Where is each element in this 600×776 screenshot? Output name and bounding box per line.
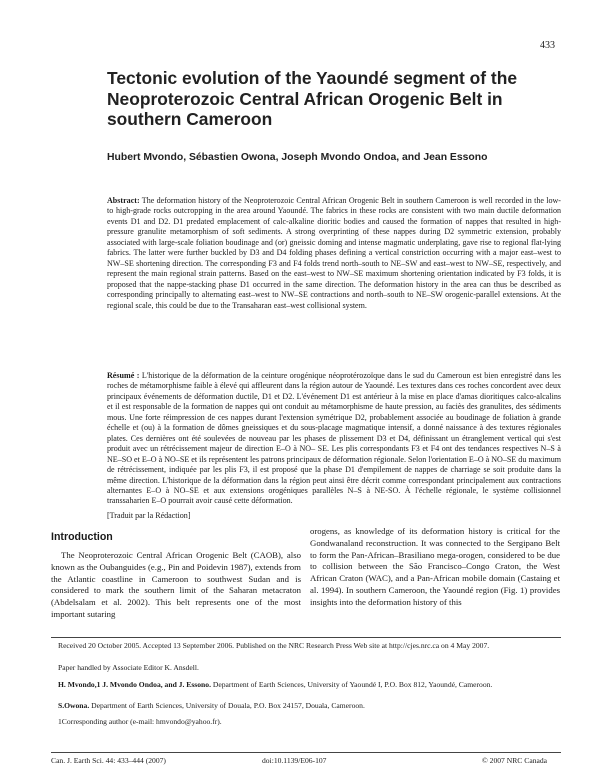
copyright: © 2007 NRC Canada — [482, 756, 548, 765]
doi: doi:10.1139/E06-107 — [262, 756, 327, 765]
translation-note: [Traduit par la Rédaction] — [107, 511, 191, 520]
article-title: Tectonic evolution of the Yaoundé segment of the Neoproterozoic Central African Orogenic Belt in southern Cameroon — [107, 68, 518, 130]
abstract-label: Abstract: — [107, 196, 140, 205]
resume — [107, 371, 561, 507]
resume-text: L'historique de la déformation de la ceinture orogénique néoprotérozoïque dans le sud du Cameroun est bien enregistré dans les roches de métamorphisme faible à élevé qui affleurent dans la région autour de Yaoundé. Les textures dans ces roches concordent avec deux principaux événements de déformation ductile, D1 et D2. L'événement D1 est antérieur à la mise en place d'amas dioritiques calco-alcalins et il est responsable de la formation de nappes qui ont conduit au métamorphisme de haute pression, au faciès des granulites, des sédiments mous. Une forte réimpression de ces nappes durant l'extension symétrique D2, probablement associée au boudinage de foliation à grande échelle et (ou) à la formation de dômes gneissiques et du sous-placage magmatique intensif, a donné naissance à des textures régionales plates. Ces dernières ont été soulevées de nouveau par les phases de plissement D3 et D4, définissant un étranglement vertical qui s'est produit avec un rétrécissement majeur de direction E–O à NO– SE. Les plis correspondants F3 et F4 ont des tendances respectives N–S à NE–SO et E–O à NO–SE et ils représentent les patrons principaux de déformation régionale. Selon l'orientation E–O à NO–SE du maximum de rétrécissement, indiquée par les plis F3, il est proposé que la phase D1 d'empilement de nappes de charriage se soit produite dans la même direction. L'historique de la déformation dans la région peut ainsi être décrit comme correspondant principalement aux contractions alternantes E–O à NO–SE et aux extensions orogéniques parallèles N–S à NE-SO. À l'échelle régionale, le système collisionnel transsaharien E–O pourrait avoir causé cette déformation. — [107, 371, 561, 506]
corresponding-author: 1Corresponding author (e-mail: hmvondo@yahoo.fr). — [58, 717, 222, 726]
intro-column-right: orogens, as knowledge of its deformation history is critical for the Gondwanaland reconstruction. It was connected to the Sergipano Belt to form the Pan-African–Brasiliano mega-orogen, considered to be due to collision between the São Francisco–Congo Craton, the West African Craton (WAC), and a Pan-African mobile domain (Castaing et al. 1994). In southern Cameroon, the Yaoundé region (Fig. 1) provides insights into the deformation history of this — [310, 526, 560, 607]
section-heading-introduction: Introduction — [51, 531, 113, 543]
affiliation-1-text: Department of Earth Sciences, University of Yaoundé I, P.O. Box 812, Yaoundé, Cameroon. — [210, 680, 493, 689]
affiliation-2 — [58, 701, 558, 711]
page-number: 433 — [540, 40, 555, 51]
footer-divider — [51, 752, 561, 753]
affiliation-1-names: H. Mvondo,1 J. Mvondo Ondoa, and J. Essono. — [58, 680, 211, 689]
received-note: Received 20 October 2005. Accepted 13 September 2006. Published on the NRC Research Press Web site at http://cjes.nrc.ca on 4 May 2007. — [58, 641, 490, 650]
handled-note: Paper handled by Associate Editor K. Ansdell. — [58, 663, 199, 672]
author-list: Hubert Mvondo, Sébastien Owona, Joseph Mvondo Ondoa, and Jean Essono — [107, 152, 488, 163]
intro-column-left: The Neoproterozoic Central African Orogenic Belt (CAOB), also known as the Oubanguides (e.g., Pin and Poidevin 1987), extends from the Atlantic coastline in Cameroon to southwest Sudan and is considered to mark the southern limit of the Saharan metacraton (Abdelsalam et al. 2002). This belt represents one of the most important sutaring — [51, 550, 301, 619]
affiliation-1 — [58, 680, 558, 690]
abstract — [107, 196, 561, 311]
resume-label: Résumé : — [107, 371, 140, 380]
abstract-text: The deformation history of the Neoproterozoic Central African Orogenic Belt in southern Cameroon is well recorded in the low- to high-grade rocks outcropping in the area around Yaoundé. The fabrics in these rocks are consistent with two main ductile deformation events D1 and D2. D1 predated emplacement of calc-alkaline dioritic bodies and caused the formation of nappes that resulted in high-pressure granulite metamorphism of soft sediments. A strong overprinting of these nappes during D2 symmetric extension, probably associated with large-scale foliation boudinage and (or) gneissic doming and intense magmatic underplating, gave rise to regional flat-lying fabrics. The latter were further buckled by D3 and D4 folding phases defining a vertical constriction occurring with a major east–west to NW–SE shortening direction. The corresponding F3 and F4 folds trend north–south to NE–SW and east–west to NW–SE, respectively, and represent the main regional strain patterns. Based on the east–west to NW–SE maximum shortening orientation indicated by F3 folds, it is proposed that the nappe-stacking phase D1 occurred in the same direction. The deformation history in the area can thus be described as corresponding principally to alternating east–west to NW–SE contractions and north–south to NE–SW orogenic-parallel extensions. At the regional scale, this could be due to the Transaharan east–west collisional system. — [107, 196, 561, 310]
journal-citation: Can. J. Earth Sci. 44: 433–444 (2007) — [51, 756, 166, 765]
affiliation-2-text: Department of Earth Sciences, University of Douala, P.O. Box 24157, Douala, Cameroon. — [89, 701, 365, 710]
footnote-divider — [51, 637, 561, 638]
affiliation-2-names: S.Owona. — [58, 701, 90, 710]
